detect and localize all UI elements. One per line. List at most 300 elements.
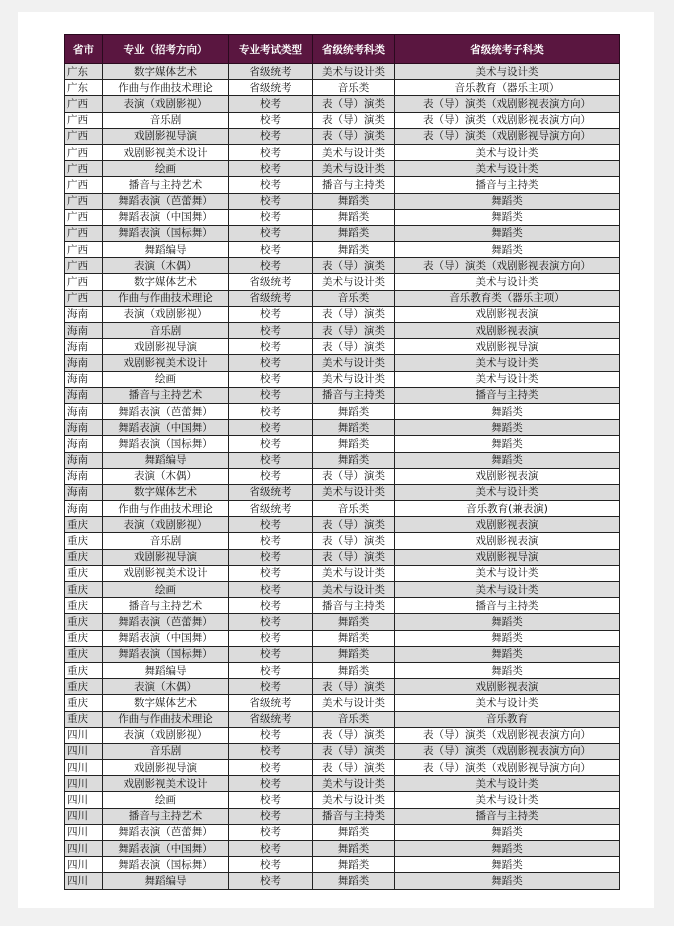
table-row <box>65 274 620 290</box>
exam-type-cell: 校考 <box>229 144 313 160</box>
exam-type-cell: 校考 <box>229 824 313 840</box>
table-row <box>65 355 620 371</box>
category-cell: 舞蹈类 <box>313 873 395 889</box>
table-row <box>65 193 620 209</box>
province-cell: 重庆 <box>65 630 103 646</box>
province-cell: 四川 <box>65 808 103 824</box>
major-cell: 数字媒体艺术 <box>103 274 229 290</box>
major-cell: 戏剧影视美术设计 <box>103 565 229 581</box>
province-cell: 海南 <box>65 501 103 517</box>
exam-type-cell: 校考 <box>229 209 313 225</box>
exam-type-cell: 校考 <box>229 112 313 128</box>
province-cell: 广西 <box>65 274 103 290</box>
exam-type-cell: 校考 <box>229 646 313 662</box>
exam-type-cell: 校考 <box>229 679 313 695</box>
category-cell: 舞蹈类 <box>313 403 395 419</box>
category-cell: 表（导）演类 <box>313 679 395 695</box>
category-cell: 表（导）演类 <box>313 760 395 776</box>
subcategory-cell: 舞蹈类 <box>395 630 620 646</box>
major-cell: 绘画 <box>103 371 229 387</box>
table-row <box>65 209 620 225</box>
exam-type-cell: 校考 <box>229 177 313 193</box>
category-cell: 舞蹈类 <box>313 614 395 630</box>
subcategory-cell: 舞蹈类 <box>395 242 620 258</box>
table-row <box>65 841 620 857</box>
table-row <box>65 598 620 614</box>
table-row <box>65 387 620 403</box>
province-cell: 四川 <box>65 792 103 808</box>
table-row <box>65 873 620 889</box>
category-cell: 表（导）演类 <box>313 323 395 339</box>
exam-type-cell: 校考 <box>229 792 313 808</box>
exam-type-cell: 校考 <box>229 306 313 322</box>
major-cell: 戏剧影视导演 <box>103 128 229 144</box>
subcategory-cell: 戏剧影视导演 <box>395 339 620 355</box>
province-cell: 重庆 <box>65 549 103 565</box>
major-cell: 表演（戏剧影视） <box>103 96 229 112</box>
major-cell: 作曲与作曲技术理论 <box>103 290 229 306</box>
province-cell: 广西 <box>65 209 103 225</box>
major-cell: 舞蹈表演（中国舞） <box>103 841 229 857</box>
table-row <box>65 565 620 581</box>
major-cell: 表演（戏剧影视） <box>103 517 229 533</box>
table-row <box>65 711 620 727</box>
province-cell: 海南 <box>65 323 103 339</box>
category-cell: 播音与主持类 <box>313 808 395 824</box>
category-cell: 音乐类 <box>313 711 395 727</box>
major-cell: 音乐剧 <box>103 743 229 759</box>
subcategory-cell: 戏剧影视导演 <box>395 549 620 565</box>
category-cell: 舞蹈类 <box>313 662 395 678</box>
category-cell: 表（导）演类 <box>313 96 395 112</box>
subcategory-cell: 美术与设计类 <box>395 695 620 711</box>
table-row <box>65 371 620 387</box>
subcategory-cell: 舞蹈类 <box>395 857 620 873</box>
province-cell: 四川 <box>65 873 103 889</box>
province-cell: 海南 <box>65 371 103 387</box>
subcategory-cell: 舞蹈类 <box>395 662 620 678</box>
major-cell: 戏剧影视美术设计 <box>103 355 229 371</box>
table-row <box>65 727 620 743</box>
major-cell: 播音与主持艺术 <box>103 808 229 824</box>
major-cell: 舞蹈表演（国标舞） <box>103 225 229 241</box>
subcategory-cell: 美术与设计类 <box>395 484 620 500</box>
subcategory-cell: 播音与主持类 <box>395 598 620 614</box>
category-cell: 音乐类 <box>313 501 395 517</box>
category-cell: 表（导）演类 <box>313 517 395 533</box>
subcategory-cell: 戏剧影视表演 <box>395 323 620 339</box>
province-cell: 海南 <box>65 468 103 484</box>
exam-type-cell: 校考 <box>229 549 313 565</box>
subcategory-cell: 戏剧影视表演 <box>395 306 620 322</box>
exam-type-cell: 校考 <box>229 468 313 484</box>
major-cell: 表演（戏剧影视） <box>103 306 229 322</box>
major-cell: 舞蹈表演（芭蕾舞） <box>103 193 229 209</box>
subcategory-cell: 音乐教育（器乐主项） <box>395 80 620 96</box>
subcategory-cell: 音乐教育类（器乐主项） <box>395 290 620 306</box>
major-cell: 音乐剧 <box>103 323 229 339</box>
province-cell: 重庆 <box>65 533 103 549</box>
table-row <box>65 420 620 436</box>
subcategory-cell: 表（导）演类（戏剧影视表演方向） <box>395 727 620 743</box>
table-row <box>65 468 620 484</box>
province-cell: 四川 <box>65 776 103 792</box>
province-cell: 广西 <box>65 112 103 128</box>
exam-type-cell: 校考 <box>229 857 313 873</box>
table-row <box>65 436 620 452</box>
subcategory-cell: 音乐教育(兼表演) <box>395 501 620 517</box>
major-cell: 舞蹈编导 <box>103 452 229 468</box>
table-row <box>65 403 620 419</box>
subcategory-cell: 表（导）演类（戏剧影视导演方向） <box>395 760 620 776</box>
exam-type-cell: 校考 <box>229 436 313 452</box>
major-cell: 舞蹈表演（芭蕾舞） <box>103 403 229 419</box>
category-cell: 表（导）演类 <box>313 306 395 322</box>
subcategory-cell: 舞蹈类 <box>395 403 620 419</box>
major-cell: 舞蹈编导 <box>103 873 229 889</box>
exam-type-cell: 校考 <box>229 808 313 824</box>
category-cell: 舞蹈类 <box>313 630 395 646</box>
exam-type-cell: 省级统考 <box>229 711 313 727</box>
category-cell: 美术与设计类 <box>313 64 395 80</box>
major-cell: 戏剧影视导演 <box>103 760 229 776</box>
major-cell: 戏剧影视导演 <box>103 549 229 565</box>
category-cell: 表（导）演类 <box>313 727 395 743</box>
province-cell: 海南 <box>65 339 103 355</box>
province-cell: 广西 <box>65 290 103 306</box>
exam-type-cell: 校考 <box>229 598 313 614</box>
header-major: 专业（招考方向） <box>103 35 229 64</box>
province-cell: 重庆 <box>65 711 103 727</box>
category-cell: 舞蹈类 <box>313 841 395 857</box>
exam-type-cell: 校考 <box>229 339 313 355</box>
province-cell: 海南 <box>65 420 103 436</box>
category-cell: 舞蹈类 <box>313 209 395 225</box>
exam-type-cell: 校考 <box>229 630 313 646</box>
province-cell: 广西 <box>65 225 103 241</box>
category-cell: 美术与设计类 <box>313 355 395 371</box>
category-cell: 舞蹈类 <box>313 420 395 436</box>
exam-type-cell: 省级统考 <box>229 501 313 517</box>
major-cell: 表演（木偶） <box>103 258 229 274</box>
province-cell: 海南 <box>65 355 103 371</box>
exam-type-cell: 省级统考 <box>229 80 313 96</box>
category-cell: 播音与主持类 <box>313 177 395 193</box>
table-row <box>65 824 620 840</box>
major-cell: 作曲与作曲技术理论 <box>103 501 229 517</box>
province-cell: 广东 <box>65 80 103 96</box>
table-row <box>65 161 620 177</box>
major-cell: 舞蹈表演（芭蕾舞） <box>103 824 229 840</box>
exam-type-cell: 校考 <box>229 96 313 112</box>
major-cell: 舞蹈表演（芭蕾舞） <box>103 614 229 630</box>
category-cell: 美术与设计类 <box>313 371 395 387</box>
subcategory-cell: 表（导）演类（戏剧影视表演方向） <box>395 96 620 112</box>
major-cell: 舞蹈表演（国标舞） <box>103 436 229 452</box>
subcategory-cell: 表（导）演类（戏剧影视表演方向） <box>395 743 620 759</box>
table-row <box>65 501 620 517</box>
subcategory-cell: 表（导）演类（戏剧影视导演方向） <box>395 128 620 144</box>
subcategory-cell: 舞蹈类 <box>395 209 620 225</box>
province-cell: 重庆 <box>65 517 103 533</box>
table-row <box>65 857 620 873</box>
table-row <box>65 80 620 96</box>
subcategory-cell: 舞蹈类 <box>395 420 620 436</box>
exam-type-cell: 校考 <box>229 225 313 241</box>
header-subcategory: 省级统考子科类 <box>395 35 620 64</box>
subcategory-cell: 播音与主持类 <box>395 387 620 403</box>
subcategory-cell: 舞蹈类 <box>395 614 620 630</box>
exam-type-cell: 校考 <box>229 727 313 743</box>
major-cell: 舞蹈表演（中国舞） <box>103 209 229 225</box>
province-cell: 广西 <box>65 96 103 112</box>
subcategory-cell: 戏剧影视表演 <box>395 468 620 484</box>
table-row <box>65 339 620 355</box>
province-cell: 四川 <box>65 841 103 857</box>
subcategory-cell: 美术与设计类 <box>395 274 620 290</box>
category-cell: 舞蹈类 <box>313 646 395 662</box>
category-cell: 表（导）演类 <box>313 128 395 144</box>
majors-table <box>64 34 620 890</box>
table-row <box>65 177 620 193</box>
category-cell: 表（导）演类 <box>313 112 395 128</box>
subcategory-cell: 美术与设计类 <box>395 776 620 792</box>
table-body <box>65 64 620 890</box>
exam-type-cell: 校考 <box>229 387 313 403</box>
exam-type-cell: 校考 <box>229 323 313 339</box>
province-cell: 四川 <box>65 760 103 776</box>
province-cell: 四川 <box>65 857 103 873</box>
table-row <box>65 112 620 128</box>
category-cell: 舞蹈类 <box>313 857 395 873</box>
subcategory-cell: 美术与设计类 <box>395 144 620 160</box>
major-cell: 舞蹈编导 <box>103 662 229 678</box>
category-cell: 舞蹈类 <box>313 824 395 840</box>
category-cell: 表（导）演类 <box>313 468 395 484</box>
category-cell: 表（导）演类 <box>313 549 395 565</box>
table-row <box>65 290 620 306</box>
subcategory-cell: 美术与设计类 <box>395 792 620 808</box>
table-row <box>65 646 620 662</box>
table-row <box>65 662 620 678</box>
category-cell: 表（导）演类 <box>313 743 395 759</box>
province-cell: 四川 <box>65 824 103 840</box>
exam-type-cell: 校考 <box>229 662 313 678</box>
subcategory-cell: 舞蹈类 <box>395 824 620 840</box>
category-cell: 美术与设计类 <box>313 484 395 500</box>
province-cell: 广西 <box>65 128 103 144</box>
table-header-row <box>65 35 620 64</box>
major-cell: 表演（木偶） <box>103 468 229 484</box>
table-row <box>65 258 620 274</box>
exam-type-cell: 校考 <box>229 776 313 792</box>
category-cell: 舞蹈类 <box>313 242 395 258</box>
table-row <box>65 695 620 711</box>
exam-type-cell: 校考 <box>229 582 313 598</box>
province-cell: 重庆 <box>65 695 103 711</box>
table-row <box>65 225 620 241</box>
major-cell: 舞蹈编导 <box>103 242 229 258</box>
category-cell: 美术与设计类 <box>313 144 395 160</box>
table-row <box>65 64 620 80</box>
header-category: 省级统考科类 <box>313 35 395 64</box>
subcategory-cell: 舞蹈类 <box>395 193 620 209</box>
subcategory-cell: 戏剧影视表演 <box>395 533 620 549</box>
province-cell: 重庆 <box>65 598 103 614</box>
major-cell: 播音与主持艺术 <box>103 598 229 614</box>
exam-type-cell: 省级统考 <box>229 64 313 80</box>
major-cell: 舞蹈表演（中国舞） <box>103 420 229 436</box>
subcategory-cell: 舞蹈类 <box>395 436 620 452</box>
major-cell: 音乐剧 <box>103 533 229 549</box>
major-cell: 作曲与作曲技术理论 <box>103 80 229 96</box>
exam-type-cell: 校考 <box>229 760 313 776</box>
table-row <box>65 517 620 533</box>
exam-type-cell: 校考 <box>229 193 313 209</box>
province-cell: 重庆 <box>65 565 103 581</box>
subcategory-cell: 播音与主持类 <box>395 808 620 824</box>
major-cell: 绘画 <box>103 582 229 598</box>
subcategory-cell: 音乐教育 <box>395 711 620 727</box>
province-cell: 重庆 <box>65 679 103 695</box>
exam-type-cell: 校考 <box>229 533 313 549</box>
category-cell: 表（导）演类 <box>313 258 395 274</box>
province-cell: 海南 <box>65 452 103 468</box>
province-cell: 海南 <box>65 387 103 403</box>
table-row <box>65 306 620 322</box>
category-cell: 美术与设计类 <box>313 776 395 792</box>
major-cell: 数字媒体艺术 <box>103 64 229 80</box>
subcategory-cell: 舞蹈类 <box>395 841 620 857</box>
exam-type-cell: 校考 <box>229 743 313 759</box>
major-cell: 作曲与作曲技术理论 <box>103 711 229 727</box>
subcategory-cell: 美术与设计类 <box>395 161 620 177</box>
subcategory-cell: 表（导）演类（戏剧影视表演方向） <box>395 258 620 274</box>
exam-type-cell: 校考 <box>229 258 313 274</box>
exam-type-cell: 校考 <box>229 161 313 177</box>
major-cell: 戏剧影视导演 <box>103 339 229 355</box>
province-cell: 广西 <box>65 258 103 274</box>
exam-type-cell: 省级统考 <box>229 274 313 290</box>
exam-type-cell: 校考 <box>229 841 313 857</box>
category-cell: 音乐类 <box>313 80 395 96</box>
subcategory-cell: 舞蹈类 <box>395 873 620 889</box>
subcategory-cell: 戏剧影视表演 <box>395 679 620 695</box>
category-cell: 美术与设计类 <box>313 565 395 581</box>
exam-type-cell: 校考 <box>229 371 313 387</box>
subcategory-cell: 美术与设计类 <box>395 355 620 371</box>
exam-type-cell: 校考 <box>229 565 313 581</box>
major-cell: 戏剧影视美术设计 <box>103 776 229 792</box>
category-cell: 美术与设计类 <box>313 582 395 598</box>
province-cell: 海南 <box>65 484 103 500</box>
exam-type-cell: 校考 <box>229 873 313 889</box>
major-cell: 表演（戏剧影视） <box>103 727 229 743</box>
exam-type-cell: 校考 <box>229 420 313 436</box>
category-cell: 舞蹈类 <box>313 436 395 452</box>
major-cell: 音乐剧 <box>103 112 229 128</box>
subcategory-cell: 美术与设计类 <box>395 582 620 598</box>
province-cell: 海南 <box>65 436 103 452</box>
table-row <box>65 452 620 468</box>
table-row <box>65 128 620 144</box>
category-cell: 舞蹈类 <box>313 225 395 241</box>
major-cell: 播音与主持艺术 <box>103 177 229 193</box>
table-row <box>65 614 620 630</box>
major-cell: 数字媒体艺术 <box>103 484 229 500</box>
table-row <box>65 582 620 598</box>
category-cell: 表（导）演类 <box>313 339 395 355</box>
subcategory-cell: 舞蹈类 <box>395 646 620 662</box>
subcategory-cell: 播音与主持类 <box>395 177 620 193</box>
category-cell: 美术与设计类 <box>313 161 395 177</box>
table-row <box>65 630 620 646</box>
major-cell: 绘画 <box>103 792 229 808</box>
exam-type-cell: 校考 <box>229 452 313 468</box>
subcategory-cell: 美术与设计类 <box>395 371 620 387</box>
table-row <box>65 96 620 112</box>
province-cell: 广东 <box>65 64 103 80</box>
province-cell: 广西 <box>65 242 103 258</box>
table-row <box>65 242 620 258</box>
major-cell: 绘画 <box>103 161 229 177</box>
subcategory-cell: 美术与设计类 <box>395 565 620 581</box>
table-row <box>65 144 620 160</box>
province-cell: 重庆 <box>65 646 103 662</box>
table-row <box>65 679 620 695</box>
table-row <box>65 323 620 339</box>
province-cell: 重庆 <box>65 582 103 598</box>
header-exam-type: 专业考试类型 <box>229 35 313 64</box>
exam-type-cell: 省级统考 <box>229 484 313 500</box>
table-row <box>65 808 620 824</box>
province-cell: 广西 <box>65 193 103 209</box>
province-cell: 广西 <box>65 161 103 177</box>
category-cell: 表（导）演类 <box>313 533 395 549</box>
major-cell: 播音与主持艺术 <box>103 387 229 403</box>
major-cell: 戏剧影视美术设计 <box>103 144 229 160</box>
major-cell: 舞蹈表演（国标舞） <box>103 646 229 662</box>
exam-type-cell: 校考 <box>229 614 313 630</box>
exam-type-cell: 校考 <box>229 355 313 371</box>
category-cell: 舞蹈类 <box>313 193 395 209</box>
major-cell: 数字媒体艺术 <box>103 695 229 711</box>
major-cell: 舞蹈表演（中国舞） <box>103 630 229 646</box>
table-row <box>65 743 620 759</box>
category-cell: 舞蹈类 <box>313 452 395 468</box>
exam-type-cell: 校考 <box>229 128 313 144</box>
province-cell: 海南 <box>65 403 103 419</box>
subcategory-cell: 戏剧影视表演 <box>395 517 620 533</box>
province-cell: 海南 <box>65 306 103 322</box>
table-row <box>65 760 620 776</box>
header-province: 省市 <box>65 35 103 64</box>
province-cell: 重庆 <box>65 662 103 678</box>
exam-type-cell: 校考 <box>229 403 313 419</box>
subcategory-cell: 美术与设计类 <box>395 64 620 80</box>
province-cell: 四川 <box>65 743 103 759</box>
category-cell: 美术与设计类 <box>313 792 395 808</box>
category-cell: 播音与主持类 <box>313 598 395 614</box>
subcategory-cell: 舞蹈类 <box>395 452 620 468</box>
exam-type-cell: 省级统考 <box>229 290 313 306</box>
table-row <box>65 549 620 565</box>
major-cell: 表演（木偶） <box>103 679 229 695</box>
category-cell: 音乐类 <box>313 290 395 306</box>
exam-type-cell: 省级统考 <box>229 695 313 711</box>
category-cell: 播音与主持类 <box>313 387 395 403</box>
province-cell: 广西 <box>65 177 103 193</box>
